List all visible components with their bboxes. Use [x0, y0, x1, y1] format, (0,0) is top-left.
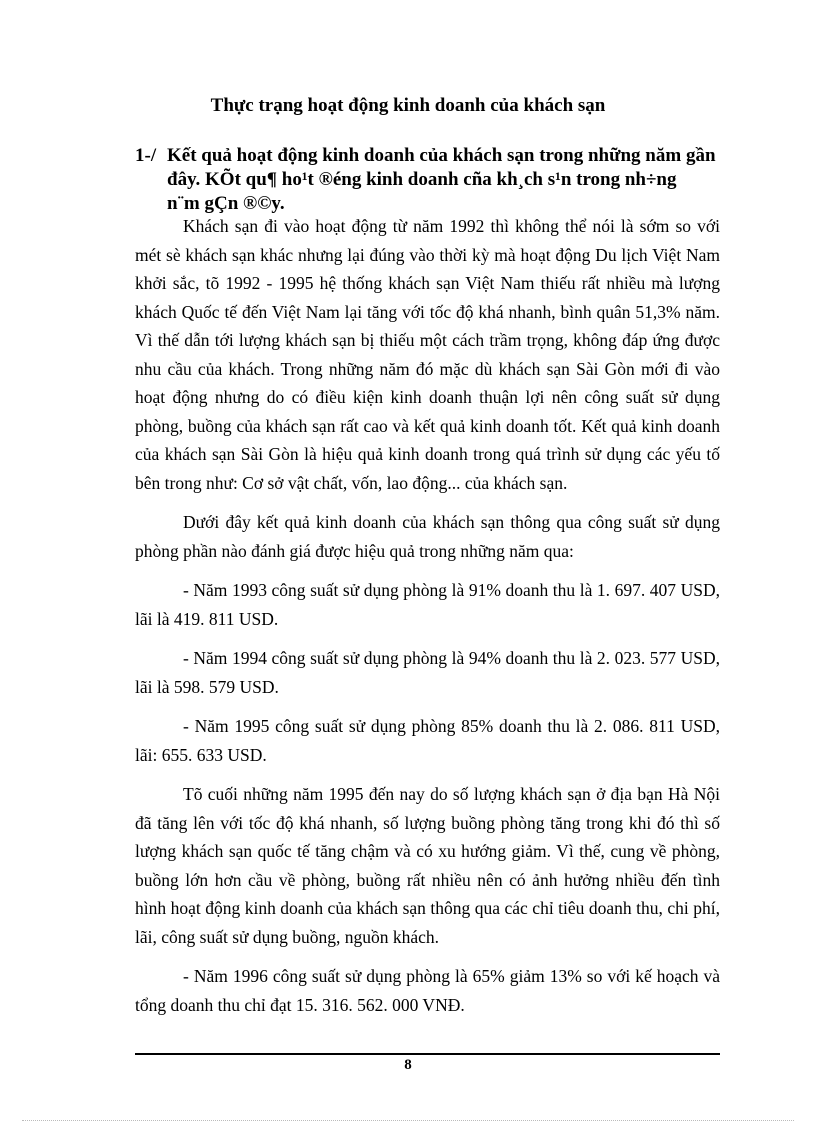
paragraph-1994: - Năm 1994 công suất sử dụng phòng là 94% doanh thu là 2. 023. 577 USD, lãi là 598. 579 USD. — [135, 648, 720, 697]
footer-rule — [135, 1053, 720, 1055]
paragraph-1996: - Năm 1996 công suất sử dụng phòng là 65% giảm 13% so với kế hoạch và tổng doanh thu chỉ đạt 15. 316. 562. 000 VNĐ. — [135, 966, 720, 1015]
section-heading — [135, 144, 720, 216]
paragraph-1993: - Năm 1993 công suất sử dụng phòng là 91% doanh thu là 1. 697. 407 USD, lãi là 419. 811 USD. — [135, 580, 720, 629]
section-heading-line-3: n¨m gÇn ®©y. — [167, 193, 285, 214]
paragraph-results-lead: Dưới đây kết quả kinh doanh của khách sạn thông qua công suất sử dụng phòng phần nào đánh giá được hiệu quả trong những năm qua: — [135, 512, 720, 561]
section-heading-line-1: Kết quả hoạt động kinh doanh của khách sạn trong những năm gần — [167, 145, 716, 166]
section-heading-line-2: đây. KÕt qu¶ ho¹t ®éng kinh doanh cña kh¸ch s¹n trong nh÷ng — [167, 169, 677, 190]
paragraph-intro: Khách sạn đi vào hoạt động từ năm 1992 thì không thể nói là sớm so với mét sè khách sạn khác nhưng lại đúng vào thời kỳ mà hoạt động Du lịch Việt Nam khởi sắc, tõ 1992 - 1995 hệ thống khách sạn Việt Nam thiếu rất nhiều mà lượng khách Quốc tế đến Việt Nam lại tăng với tốc độ khá nhanh, bình quân 51,3% năm. Vì thế dẫn tới lượng khách sạn bị thiếu một cách trầm trọng, không đáp ứng được nhu cầu của khách. Trong những năm đó mặc dù khách sạn Sài Gòn mới đi vào hoạt động nhưng do có điều kiện kinh doanh thuận lợi nên công suất sử dụng phòng, buồng của khách sạn rất cao và kết quả kinh doanh tốt. Kết quả kinh doanh của khách sạn Sài Gòn là hiệu quả kinh doanh trong quá trình sử dụng các yếu tố bên trong như: Cơ sở vật chất, vốn, lao động... của khách sạn. — [135, 216, 720, 493]
page-number: 8 — [404, 1057, 412, 1073]
paragraph-1995: - Năm 1995 công suất sử dụng phòng 85% doanh thu là 2. 086. 811 USD, lãi: 655. 633 USD. — [135, 716, 720, 765]
section-number: 1-/ — [135, 145, 157, 166]
body-text — [135, 212, 720, 1030]
page-break-divider — [22, 1120, 794, 1121]
page-title: Thực trạng hoạt động kinh doanh của khách sạn — [210, 95, 606, 116]
paragraph-market-change: Tõ cuối những năm 1995 đến nay do số lượng khách sạn ở địa bạn Hà Nội đã tăng lên với tốc độ khá nhanh, số lượng buồng phòng tăng trong khi đó thì số lượng khách sạn quốc tế tăng chậm và có xu hướng giảm. Vì thế, cung về phòng, buồng lớn hơn cầu về phòng, buồng rất nhiều nên có ảnh hưởng nhiều đến tình hình hoạt động kinh doanh của khách sạn thông qua các chỉ tiêu doanh thu, chi phí, lãi, công suất sử dụng buồng, nguồn khách. — [135, 784, 720, 947]
